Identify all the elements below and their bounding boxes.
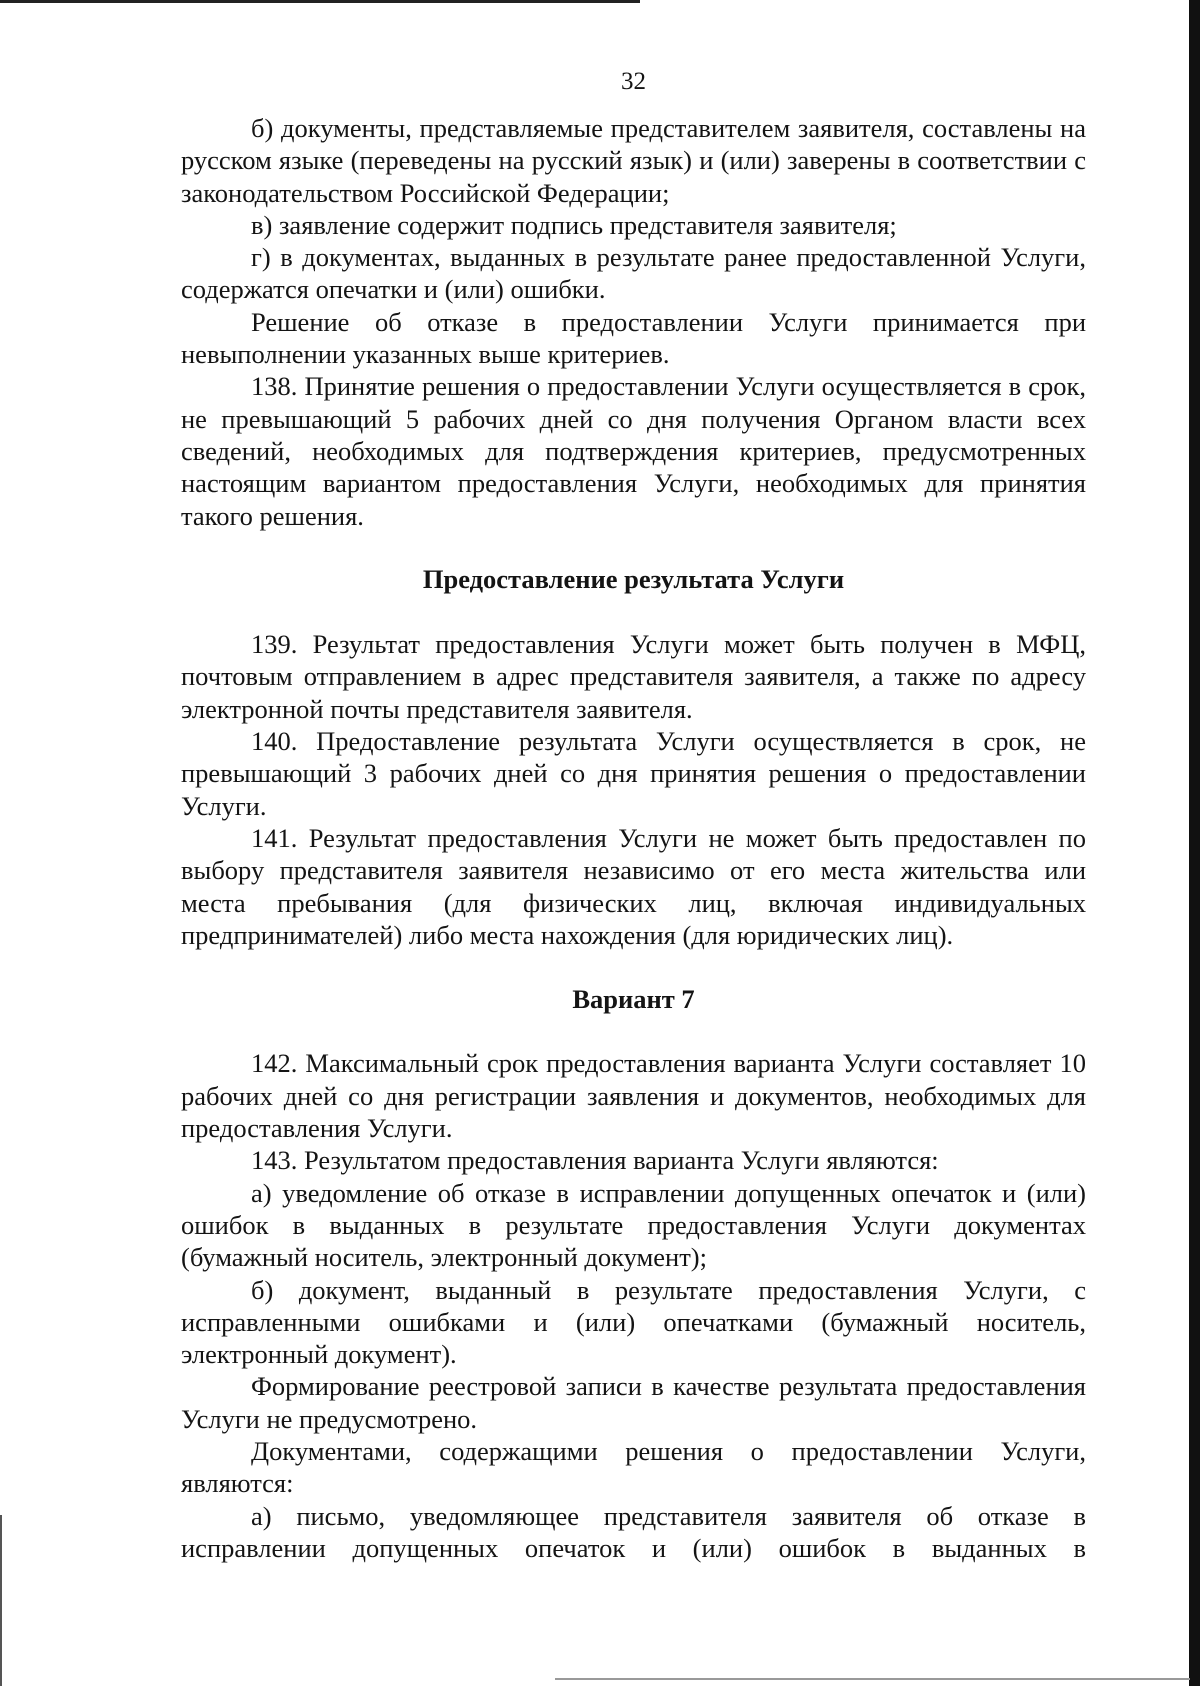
heading-result-provision: Предоставление результата Услуги (422, 563, 845, 594)
paragraph-140: 140. Предоставление результата Услуги осуществляется в срок, не превышающий 3 рабочих дней со дня принятия решения о предоставлении Услуги. (181, 726, 1086, 821)
scan-edge-left (0, 1515, 2, 1686)
paragraph-refusal-decision: Решение об отказе в предоставлении Услуги принимается при невыполнении указанных выше критериев. (181, 306, 1086, 370)
paragraph-g-typos: г) в документах, выданных в результате ранее предоставленной Услуги, содержатся опечатки и (или) ошибки. (181, 242, 1086, 305)
paragraph-141: 141. Результат предоставления Услуги не может быть предоставлен по выбору представителя заявителя независимо от его места жительства или места пребывания (для физических лиц, включая индивидуальных предпринимателей) либо места нахождения (для юридических лиц). (181, 822, 1086, 950)
scan-edge-top (0, 0, 640, 3)
paragraph-143: 143. Результатом предоставления варианта Услуги являются: (251, 1145, 939, 1176)
page-number: 32 (621, 68, 646, 95)
paragraph-143-b: б) документ, выданный в результате предоставления Услуги, с исправленными ошибками и (или) опечатками (бумажный носитель, электронный документ). (181, 1274, 1086, 1370)
paragraph-letter-a: а) письмо, уведомляющее представителя заявителя об отказе в исправлении допущенных опечаток и (или) ошибок в выданных в (181, 1500, 1086, 1563)
paragraph-registry-record: Формирование реестровой записи в качестве результата предоставления Услуги не предусмотрено. (181, 1371, 1086, 1434)
heading-variant-7: Вариант 7 (572, 984, 695, 1015)
paragraph-v-signature: в) заявление содержит подпись представителя заявителя; (251, 209, 897, 240)
paragraph-142: 142. Максимальный срок предоставления варианта Услуги составляет 10 рабочих дней со дня регистрации заявления и документов, необходимых для предоставления Услуги. (181, 1048, 1086, 1144)
paragraph-decision-documents: Документами, содержащими решения о предоставлении Услуги, являются: (181, 1435, 1086, 1499)
paragraph-139: 139. Результат предоставления Услуги может быть получен в МФЦ, почтовым отправлением в адрес представителя заявителя, а также по адресу электронной почты представителя заявителя. (181, 629, 1086, 724)
paragraph-143-a: а) уведомление об отказе в исправлении допущенных опечаток и (или) ошибок в выданных в результате предоставления Услуги документах (бумажный носитель, электронный документ); (181, 1177, 1086, 1273)
paragraph-138: 138. Принятие решения о предоставлении Услуги осуществляется в срок, не превышающий 5 рабочих дней со дня получения Органом власти всех сведений, необходимых для подтверждения критериев, предусмотренных настоящим вариантом предоставления Услуги, необходимых для принятия такого решения. (181, 371, 1086, 531)
scan-edge-bottom (555, 1678, 1190, 1680)
document-body (181, 112, 1086, 1564)
paragraph-b-documents: б) документы, представляемые представителем заявителя, составлены на русском языке (переведены на русский язык) и (или) заверены в соответствии с законодательством Российской Федерации; (181, 113, 1086, 208)
scan-edge-right (1189, 0, 1200, 1686)
